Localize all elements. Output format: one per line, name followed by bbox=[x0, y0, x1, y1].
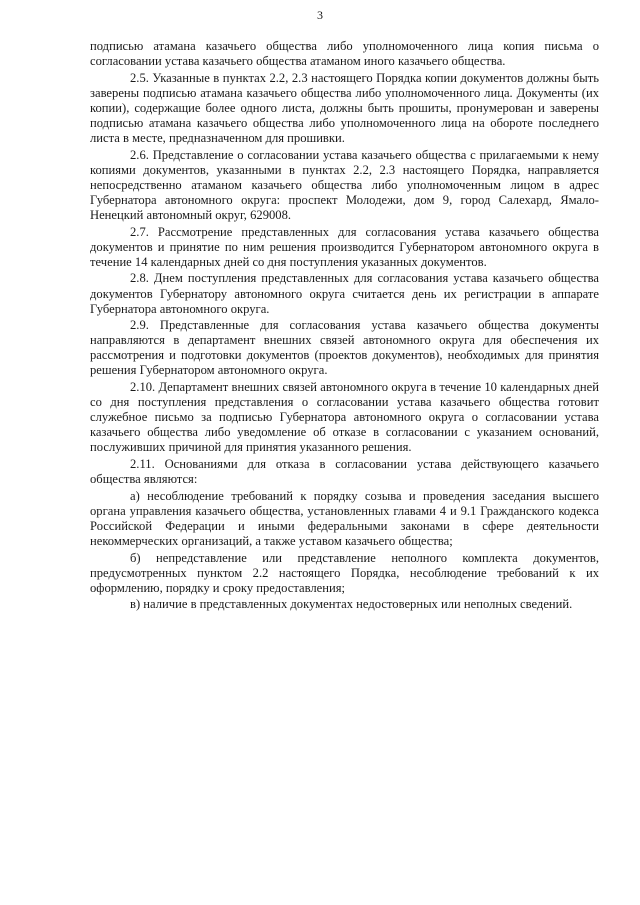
document-body bbox=[90, 39, 599, 612]
paragraph-2-7: 2.7. Рассмотрение представленных для согласования устава казачьего общества документов и принятие по ним решения производится Губернатором автономного округа в течение 14 календарных дней со дня поступления указанных документов. bbox=[90, 224, 599, 269]
paragraph-2-11: 2.11. Основаниями для отказа в согласовании устава действующего казачьего общества являются: bbox=[90, 457, 599, 487]
paragraph-2-6: 2.6. Представление о согласовании устава казачьего общества с прилагаемыми к нему копиями документов, указанными в пунктах 2.2, 2.3 настоящего Порядка, направляется непосредственно атаманом казачьего общества либо уполномоченным лицом в адрес Губернатора автономного округа: проспект Молодежи, дом 9, город Салехард, Ямало-Ненецкий автономный округ, 629008. bbox=[90, 147, 599, 223]
paragraph-2-9: 2.9. Представленные для согласования устава казачьего общества документы направляются в департамент внешних связей автономного округа для обеспечения их рассмотрения и подготовки документов (проектов документов), необходимых для принятия решения Губернатором автономного округа. bbox=[90, 318, 599, 378]
page-number: 3 bbox=[317, 8, 323, 22]
paragraph-2-10: 2.10. Департамент внешних связей автономного округа в течение 10 календарных дней со дня поступления представления о согласовании устава казачьего общества готовит служебное письмо за подписью Губернатора автономного округа о согласовании устава казачьего общества либо уведомление об отказе в согласовании с указанием оснований, послуживших причиной для принятия указанного решения. bbox=[90, 380, 599, 455]
paragraph-2-8: 2.8. Днем поступления представленных для согласования устава казачьего общества документов Губернатору автономного округа считается день их регистрации в аппарате Губернатора автономного округа. bbox=[90, 271, 599, 316]
paragraph-2-11-a: а) несоблюдение требований к порядку созыва и проведения заседания высшего органа управления казачьего общества, установленных главами 4 и 9.1 Гражданского кодекса Российской Федерации и иными федеральными законами в сфере деятельности некоммерческих организаций, а также уставом казачьего общества; bbox=[90, 488, 599, 548]
paragraph-2-5: 2.5. Указанные в пунктах 2.2, 2.3 настоящего Порядка копии документов должны быть заверены подписью атамана казачьего общества либо уполномоченного лица. Документы (их копии), содержащие более одного листа, должны быть прошиты, пронумерован и заверены подписью атамана казачьего общества либо уполномоченного лица на обороте последнего листа в месте, предназначенном для прошивки. bbox=[90, 70, 599, 146]
paragraph-2-11-b: б) непредставление или представление неполного комплекта документов, предусмотренных пунктом 2.2 настоящего Порядка, несоблюдение требований к их оформлению, порядку и сроку предоставления; bbox=[90, 550, 599, 595]
paragraph-continuation: подписью атамана казачьего общества либо уполномоченного лица копия письма о согласовании устава казачьего общества атаманом иного казачьего общества. bbox=[90, 39, 599, 69]
paragraph-2-11-v: в) наличие в представленных документах недостоверных или неполных сведений. bbox=[130, 597, 573, 612]
